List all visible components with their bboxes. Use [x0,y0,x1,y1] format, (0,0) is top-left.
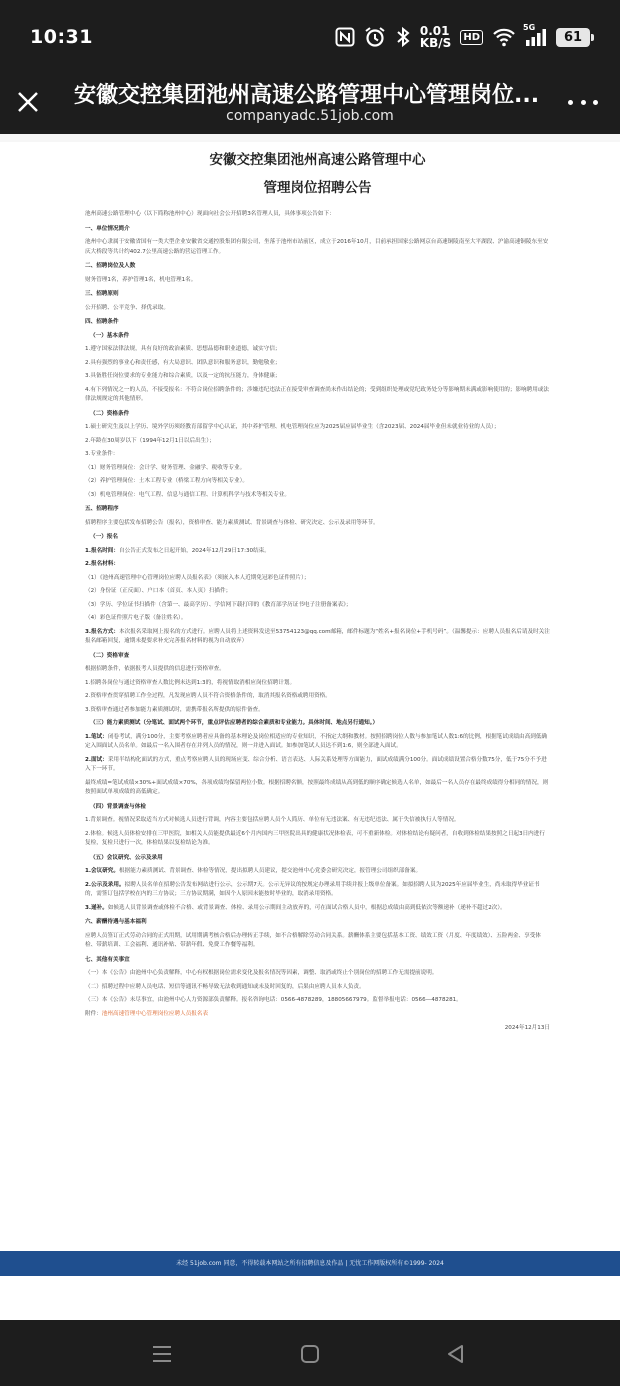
section-text: 应聘人员签订正式劳动合同的正式用期，试用期满考核合格后办理转正手续，如不合格解除劳动合同关系。薪酬体系主要包括基本工资、绩效工资（月度、年度绩效）、五险两金、享受体检、带薪培训、工会福利、通讯补贴、带薪年假、免费工作餐等福利。 [85,932,541,948]
section-text: 公开招聘、公平竞争、择优录取。 [85,304,169,311]
dot-icon [593,100,598,105]
site-footer: 未经 51job.com 同意，不得转载本网站之所有招聘信息及作品 | 无忧工作网版权所有©1999- 2024 [0,1251,620,1276]
item-text: 根据能力素质测试、背景调查、体检等情况，提出拟聘人员建议，提交池州中心党委会研究决定，报管理公司组织部备案。 [119,868,422,874]
list-item [85,547,550,557]
list-item: 根据招聘条件，依据报考人员提供的信息进行资格审查。 [85,666,225,672]
list-item: 1.招聘各岗位与通过资格审查人数比例未达到1:3的，将视情取消相应岗位招聘计划。 [85,679,296,686]
list-item: （1）财务管理岗位：会计学、财务管理、金融学、税收等专业。 [85,464,246,471]
item-text: 闭卷考试，满分100分，主要考察应聘者应具备的基本理论及岗位相适应的专业知识，不指定大纲和教材。按照招聘岗位人数与参加笔试人数1:6的比例，根据笔试成绩由高到低确定入围面试人员名单。如最后一名入围者存在并列人员的情况，则一并进入面试。如参加笔试人员达不到1:6，则全部进入面试。 [85,733,548,749]
page-url: companyadc.51job.com [226,108,394,124]
web-content[interactable] [0,134,620,1320]
doc-body [85,210,550,1034]
item-label: 2.报名材料： [85,561,119,567]
list-item: （3）学历、学位证书扫描件（含第一、最高学历）、学信网下载打印的《教育部学历证书电子注册备案表》； [85,601,352,608]
status-icons [335,24,590,50]
menu-icon [151,1344,173,1364]
item-text: 本次报名采取网上报名的方式进行。应聘人员将上述资料发送至53754123@qq.com邮箱，邮件标题为“姓名+报名岗位+手机号码”。（温馨提示：应聘人员报名后请及时关注报名邮箱回复，逾期未提要求补充完善报名材料的视为自动放弃） [85,628,550,644]
attachment-line [85,1010,550,1020]
content-top-gap [0,134,620,142]
section-text: 池州中心隶属于安徽省国有一类大型企业安徽省交通控股集团有限公司，坐落于池州市站前区，成立于2016年10月，目前承担国家公路网京台高速铜陵南至大平湖段、沪渝高速铜陵东至安庆大桥段等共计约402.7公里高速公路的营运管理工作。 [85,239,549,255]
home-button[interactable] [296,1340,324,1368]
dot-icon [568,100,573,105]
item-label: 1.笔试： [85,733,108,740]
list-item: 1.遵守国家法律法规，具有良好的政治素质、思想品德和职业道德，诚实守信； [85,346,281,352]
battery-icon: 61 [556,28,590,47]
intro-paragraph: 池州高速公路管理中心（以下简称池州中心）现面向社会公开招聘3名管理人员，具体事项公告如下： [85,211,335,217]
list-item: 最终成绩=笔试成绩×30%+面试成绩×70%，各项成绩均保留两位小数。根据招聘名额，按照最终成绩从高到低的顺序确定候选人名单，如最后一名人员存在最终成绩得分相同的情况，则按照面试单项成绩的高低确定。 [85,779,549,795]
subsection-heading: （五）会议研究、公示及录用 [90,854,163,861]
status-time: 10:31 [30,26,93,48]
list-item: 2.具有强烈的事业心和责任感，有大局意识、团队意识和服务意识，勤勉敬业； [85,359,281,366]
wifi-icon [492,27,516,47]
attachment-label: 附件： [85,1010,102,1017]
attachment-link[interactable]: 池州高速管理中心管理岗位应聘人员报名表 [101,1010,209,1017]
item-text: 采用半结构化面试的方式，重点考察应聘人员的现场应变、综合分析、语言表达、人际关系处理等方面能力，面试成绩满分100分。面试成绩设置合格分数75分，低于75分不予进入下一环节。 [85,756,547,772]
bluetooth-icon [395,26,411,48]
item-text: 如候选人员背景调查或体检不合格、或背景调查、体检、录用公示期间主动放弃的，可在面试合格人员中，根据总成绩由高到低依次等额递补（递补不超过2次）。 [107,904,506,911]
browser-header [0,72,620,134]
status-bar [0,0,620,72]
list-item [85,628,550,647]
section-heading: 六、薪酬待遇与基本福利 [85,919,147,925]
list-item: （2）身份证（正反面）、户口本（首页、本人页）扫描件； [85,588,232,594]
list-item: （4）彩色证件照片电子版（备注姓名）。 [85,615,187,621]
list-item: 3.专业条件： [85,451,119,457]
subsection-heading: （二）资格条件 [90,410,130,417]
list-item: 1.硕士研究生及以上学历、境外学历须经教育部留学中心认证，其中养护管理、机电管理岗位应为2025届应届毕业生（含2023届、2024届毕业但未就业待业的人员）； [85,424,500,430]
net-speed: 0.01 KB/S [419,24,452,50]
list-item: 1.背景调查。视情况采取适当方式对候选人员进行背调，内容主要包括应聘人员个人简历、单位有无违法案、有无违纪违法、属于失信被执行人等情况。 [85,817,460,823]
section-heading: 五、招聘程序 [85,506,119,512]
doc-title-line2: 管理岗位招聘公告 [263,180,372,196]
back-button[interactable] [442,1340,470,1368]
list-item [85,733,550,752]
signal-icon: 5G [525,27,547,47]
list-item: 2.资格审查贯穿招聘工作全过程，凡发现应聘人员不符合资格条件的，取消其报名资格或聘用资格。 [85,693,331,699]
list-item [85,867,550,877]
item-text: 拟聘人员名单在招聘公告发布网站进行公示，公示期7天。公示无异议的按规定办理录用手续并报上级单位备案。如拟招聘人员为2025年应届毕业生，尚未取得毕业证书的，需签订包括学校在内的三方协议；三方协议期满，如因个人原因未能按时毕业的，取消录用资格。 [85,881,540,897]
page-title: 安徽交控集团池州高速公路管理中心管理岗位... [74,83,540,108]
section-text: 招聘程序主要包括发布招聘公告（报名），资格审查、能力素质测试、背景调查与体检、研究决定、公示及录用等环节。 [85,519,379,526]
recents-button[interactable] [148,1340,176,1368]
item-label: 1.报名时间： [85,547,119,554]
list-item: （1）《池州高速管理中心管理岗位应聘人员报名表》（须嵌入本人近期免冠彩色证件照片）； [85,574,310,581]
section-heading: 一、单位情况简介 [85,225,130,232]
list-item: （三）本《公告》未尽事宜，由池州中心人力资源部负责解释。报名咨询电话：0566-4878289，18805667979。监督举报电话：0566—4878281。 [85,997,462,1003]
section-heading: 四、招聘条件 [85,319,119,325]
list-item: （一）本《公告》由池州中心负责解释，中心有权根据岗位需求变化及报名情况等因素，调整、取消或终止个别岗位的招聘工作无需提前说明。 [85,970,438,976]
list-item: 3.具备胜任岗位要求的专业能力和综合素质，以及一定的抗压能力，身体健康； [85,373,281,379]
section-heading: 二、招聘岗位及人数 [85,263,136,269]
subsection-heading: （一）报名 [90,534,118,540]
section-heading: 七、其他有关事宜 [85,956,130,963]
list-item: 2.体检。候选人员体检安排在三甲医院，如相关人员能提供最近6个月内国内三甲医院出具的健康状况体检表，可不重新体检。对体检结论有疑问者，自收到体检结果按照之日起3日内进行复检，复检只进行一次，体检结果以复检结论为准。 [85,830,545,846]
list-item: 4.有下列情况之一的人员，不接受报名：不符合岗位招聘条件的；涉嫌违纪违法正在接受审查调查尚未作出结论的；受到组织处理或党纪政务处分等影响期未满或影响使用的；影响聘用或法律法规规定的其他情形。 [85,386,550,402]
list-item [85,756,550,775]
nfc-icon [335,27,355,47]
dot-icon [581,100,586,105]
item-label: 3.报名方式： [85,628,119,635]
list-item: （2）养护管理岗位：土木工程专业（桥梁工程方向等相关专业）。 [85,478,248,484]
list-item: （3）机电管理岗位：电气工程、信息与通信工程、计算机科学与技术等相关专业。 [85,491,290,498]
list-item: 3.资格审查通过者参加能力素质测试时，需携带报名所提供的原件备查。 [85,706,264,713]
back-icon [445,1343,467,1365]
subsection-heading: （四）背景调查与体检 [90,803,146,810]
subsection-heading: （一）基本条件 [90,332,130,339]
list-item: （二）招聘过程中应聘人员电话、短信等通讯不畅导致无法收到通知或未及时回复的，后果由应聘人员本人负责。 [85,983,365,990]
item-label: 3.递补。 [85,904,108,911]
system-nav-bar [0,1320,620,1386]
item-label: 1.会议研究。 [85,868,119,874]
more-options-button[interactable] [568,88,598,116]
subsection-heading: （二）资格审查 [90,652,130,659]
publish-date: 2024年12月13日 [504,1025,550,1031]
section-heading: 三、招聘原则 [85,291,119,297]
list-item: 2.年龄在30周岁以下（1994年12月1日以后出生）； [85,437,215,444]
hd-badge: HD [460,30,483,45]
home-icon [299,1343,321,1365]
item-label: 2.公示及录用。 [85,881,125,888]
alarm-icon [364,26,386,48]
item-label: 2.面试： [85,756,108,763]
section-text: 财务管理1名，养护管理1名，机电管理1名。 [85,276,197,283]
subsection-heading: （三）能力素质测试（分笔试、面试两个环节，重点评估应聘者的综合素质和专业能力。具体时间、地点另行通知。） [90,720,379,726]
list-item [85,881,550,900]
item-text: 自公告正式发布之日起开始，2024年12月29日17:30结束。 [119,547,270,554]
list-item [85,904,550,914]
doc-title-line1: 安徽交控集团池州高速公路管理中心 [209,152,426,168]
